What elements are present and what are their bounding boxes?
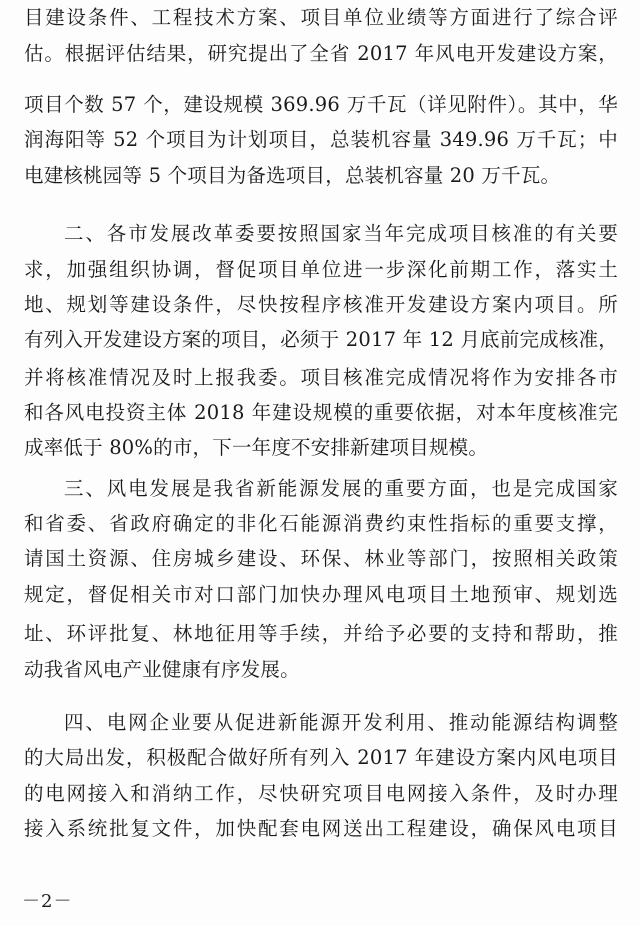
paragraph-start-line: 四、电网企业要从促进新能源开发利用、推动能源结构调整: [64, 711, 618, 734]
text-line: 地、规划等建设条件，尽快按程序核准开发建设方案内项目。所: [24, 293, 618, 316]
page-number: －2－: [22, 891, 73, 912]
paragraph-start-line: 三、风电发展是我省新能源发展的重要方面，也是完成国家: [64, 477, 618, 500]
text-line: 接入系统批复文件，加快配套电网送出工程建设，确保风电项目: [24, 817, 618, 840]
text-line: 求，加强组织协调，督促项目单位进一步深化前期工作，落实土: [24, 258, 618, 281]
text-line: 规定，督促相关市对口部门加快办理风电项目土地预审、规划选: [24, 583, 618, 606]
text-line: 电建核桃园等 5 个项目为备选项目，总装机容量 20 万千瓦。: [24, 164, 561, 187]
paragraph-start-line: 二、各市发展改革委要按照国家当年完成项目核准的有关要: [64, 222, 618, 245]
text-line: 有列入开发建设方案的项目，必须于 2017 年 12 月底前完成核准，: [24, 328, 618, 351]
text-line: 的大局出发，积极配合做好所有列入 2017 年建设方案内风电项目: [24, 746, 618, 769]
text-line: 请国土资源、住房城乡建设、环保、林业等部门，按照相关政策: [24, 547, 618, 570]
text-line: 目建设条件、工程技术方案、项目单位业绩等方面进行了综合评: [24, 6, 618, 29]
text-line: 和各风电投资主体 2018 年建设规模的重要依据，对本年度核准完: [24, 401, 618, 424]
text-line: 估。根据评估结果，研究提出了全省 2017 年风电开发建设方案，: [24, 42, 618, 65]
text-line: 的电网接入和消纳工作，尽快研究项目电网接入条件，及时办理: [24, 782, 618, 805]
text-line: 成率低于 80%的市，下一年度不安排新建项目规模。: [24, 436, 489, 459]
text-line: 址、环评批复、林地征用等手续，并给予必要的支持和帮助，推: [24, 622, 618, 645]
text-line: 项目个数 57 个，建设规模 369.96 万千瓦（详见附件）。其中，华: [24, 93, 618, 116]
text-line: 并将核准情况及时上报我委。项目核准完成情况将作为安排各市: [24, 366, 618, 389]
text-line: 动我省风电产业健康有序发展。: [24, 658, 300, 681]
text-line: 润海阳等 52 个项目为计划项目，总装机容量 349.96 万千瓦；中: [24, 128, 618, 151]
text-line: 和省委、省政府确定的非化石能源消费约束性指标的重要支撑，: [24, 512, 618, 535]
